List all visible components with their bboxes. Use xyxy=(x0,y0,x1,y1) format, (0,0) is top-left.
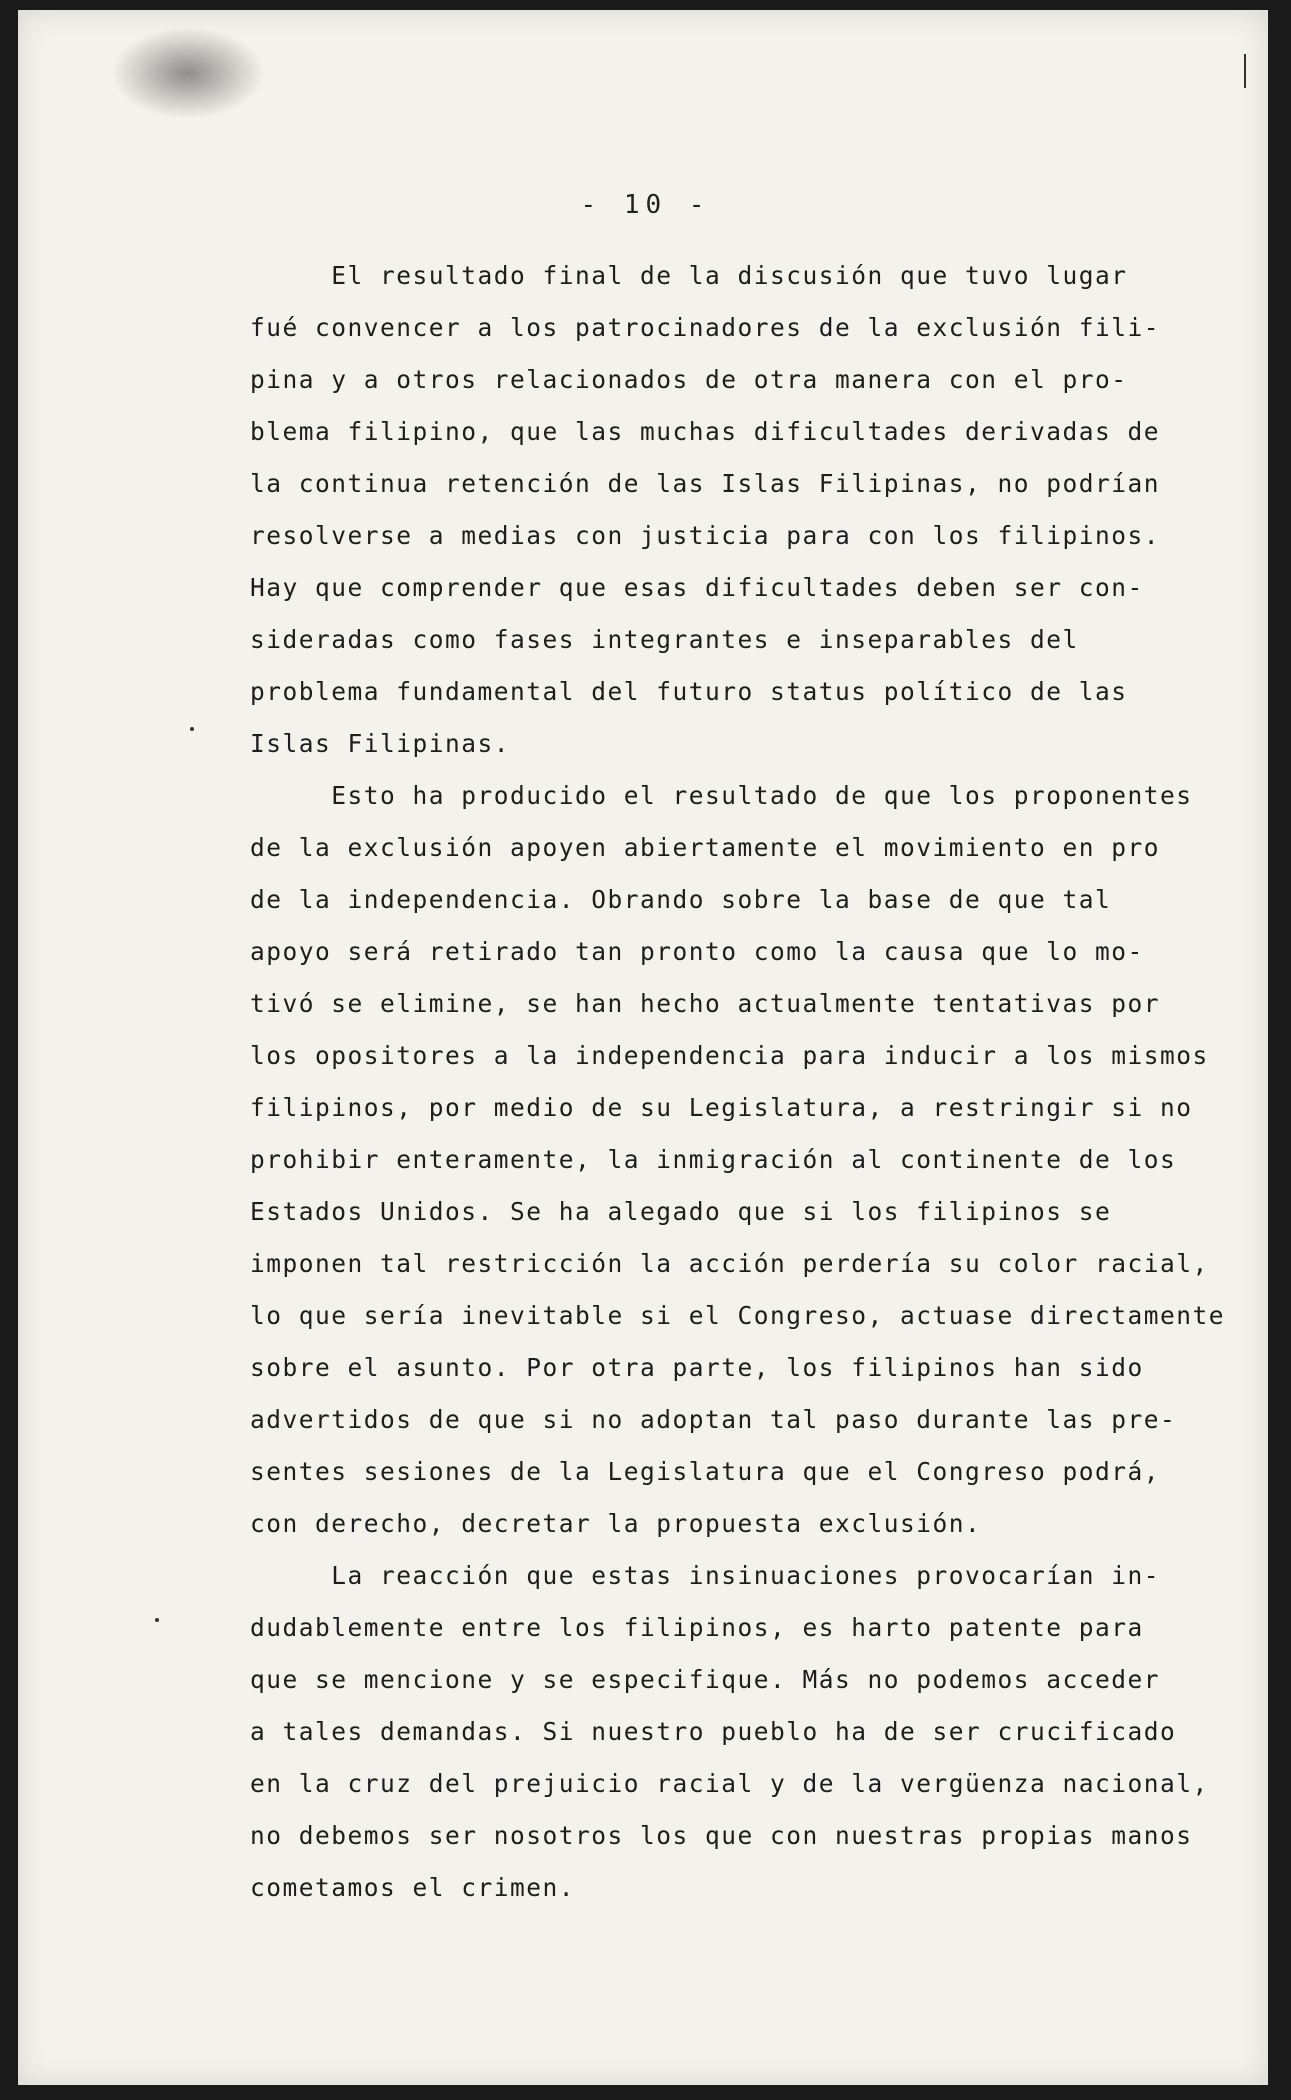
text-line: tivó se elimine, se han hecho actualmente tentativas por xyxy=(250,989,1161,1018)
text-line: no debemos ser nosotros los que con nuestras propias manos xyxy=(250,1821,1193,1850)
text-line: pina y a otros relacionados de otra manera con el pro- xyxy=(250,365,1128,394)
text-line: problema fundamental del futuro status político de las xyxy=(250,677,1128,706)
text-line: advertidos de que si no adoptan tal paso durante las pre- xyxy=(250,1405,1177,1434)
text-line: sobre el asunto. Por otra parte, los filipinos han sido xyxy=(250,1353,1144,1382)
text-line: resolverse a medias con justicia para con los filipinos. xyxy=(250,521,1161,550)
text-line: filipinos, por medio de su Legislatura, a restringir si no xyxy=(250,1093,1193,1122)
text-line: la continua retención de las Islas Filipinas, no podrían xyxy=(250,469,1161,498)
text-line: en la cruz del prejuicio racial y de la vergüenza nacional, xyxy=(250,1769,1209,1798)
text-line: cometamos el crimen. xyxy=(250,1873,576,1902)
text-line: a tales demandas. Si nuestro pueblo ha de ser crucificado xyxy=(250,1717,1177,1746)
margin-dot xyxy=(155,1618,159,1622)
text-line: El resultado final de la discusión que tuvo lugar xyxy=(250,261,1128,290)
text-line: con derecho, decretar la propuesta exclusión. xyxy=(250,1509,982,1538)
body-text xyxy=(250,250,1226,1914)
text-line: de la exclusión apoyen abiertamente el movimiento en pro xyxy=(250,833,1161,862)
text-line: Esto ha producido el resultado de que los proponentes xyxy=(250,781,1193,810)
text-line: fué convencer a los patrocinadores de la exclusión fili- xyxy=(250,313,1161,342)
text-line: los opositores a la independencia para inducir a los mismos xyxy=(250,1041,1209,1070)
text-line: Estados Unidos. Se ha alegado que si los filipinos se xyxy=(250,1197,1112,1226)
text-line: blema filipino, que las muchas dificultades derivadas de xyxy=(250,417,1161,446)
text-line: dudablemente entre los filipinos, es harto patente para xyxy=(250,1613,1144,1642)
text-line: Hay que comprender que esas dificultades deben ser con- xyxy=(250,573,1144,602)
text-line: que se mencione y se especifique. Más no podemos acceder xyxy=(250,1665,1161,1694)
text-line: prohibir enteramente, la inmigración al continente de los xyxy=(250,1145,1177,1174)
text-line: Islas Filipinas. xyxy=(250,729,511,758)
margin-dot xyxy=(190,727,194,731)
text-line: imponen tal restricción la acción perdería su color racial, xyxy=(250,1249,1209,1278)
edge-mark xyxy=(1244,54,1246,88)
text-line: La reacción que estas insinuaciones provocarían in- xyxy=(250,1561,1161,1590)
text-line: sentes sesiones de la Legislatura que el Congreso podrá, xyxy=(250,1457,1161,1486)
page-number: - 10 - xyxy=(580,190,711,220)
text-line: lo que sería inevitable si el Congreso, actuase directamente xyxy=(250,1301,1226,1330)
ink-smudge xyxy=(113,28,263,118)
text-line: apoyo será retirado tan pronto como la causa que lo mo- xyxy=(250,937,1144,966)
text-line: de la independencia. Obrando sobre la base de que tal xyxy=(250,885,1112,914)
text-line: sideradas como fases integrantes e inseparables del xyxy=(250,625,1079,654)
